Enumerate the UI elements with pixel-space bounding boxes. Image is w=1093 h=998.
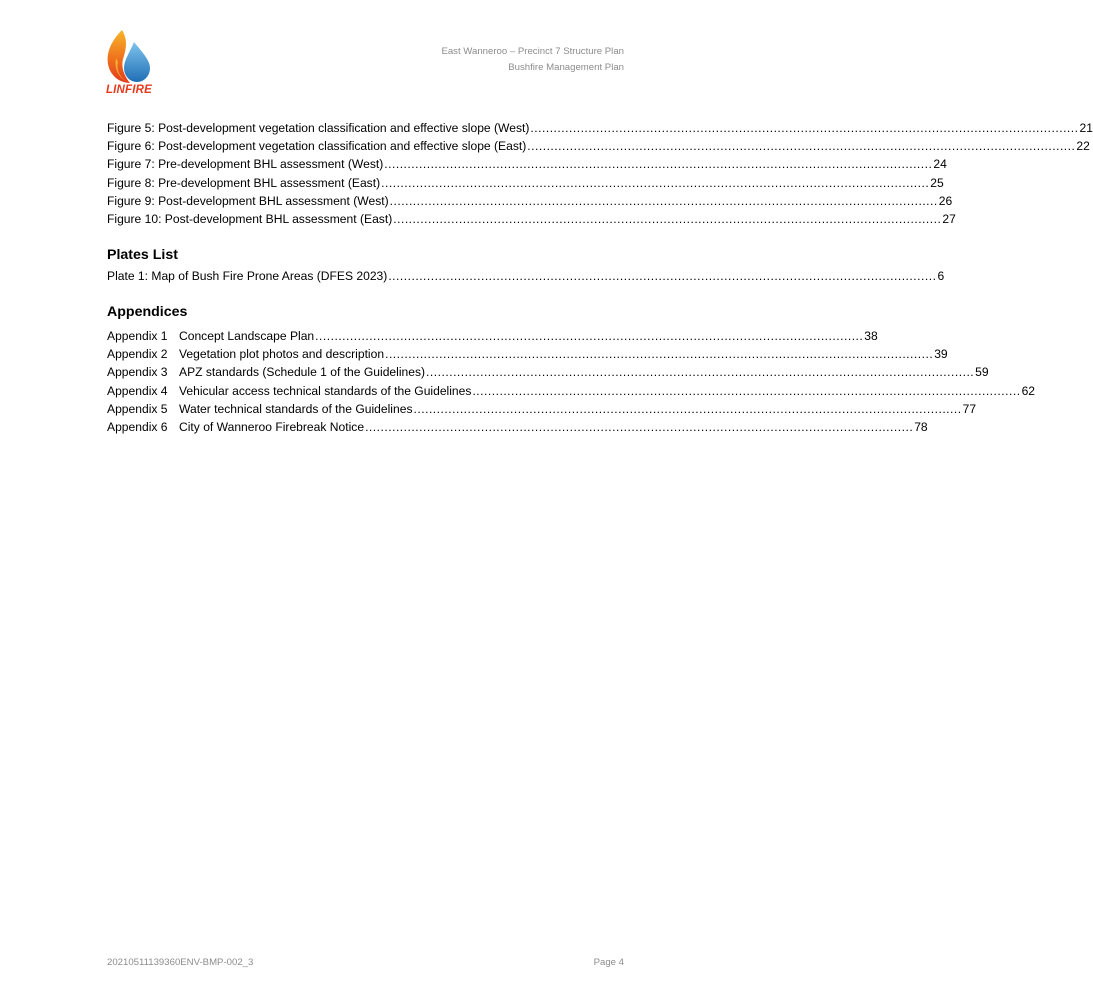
toc-entry-appendix[interactable] — [107, 363, 989, 381]
plates-list-heading: Plates List — [107, 247, 178, 263]
toc-entry-label: Figure 9: Post-development BHL assessment (West) — [107, 194, 389, 208]
toc-entry-page: 26 — [938, 194, 953, 208]
dot-leader: .............................................................................................................................................. — [426, 365, 975, 379]
flame-drop-icon — [104, 28, 154, 86]
appendix-number: Appendix 3 — [107, 365, 168, 379]
appendix-number: Appendix 4 — [107, 384, 168, 398]
header-document-title: Bushfire Management Plan — [508, 61, 624, 73]
toc-entry-figure[interactable] — [107, 119, 1093, 137]
toc-entry-figure[interactable] — [107, 174, 944, 192]
toc-entry-page: 22 — [1076, 139, 1090, 153]
toc-entry-appendix[interactable] — [107, 345, 948, 363]
toc-entry-label: Figure 7: Pre-development BHL assessment (West) — [107, 157, 384, 171]
appendix-number: Appendix 1 — [107, 329, 168, 343]
toc-entry-figure[interactable] — [107, 210, 956, 228]
linfire-logo — [104, 28, 154, 102]
footer-document-id: 20210511139360ENV-BMP-002_3 — [107, 957, 254, 968]
dot-leader: .............................................................................................................................................. — [472, 384, 1021, 398]
footer-page-number: Page 4 — [593, 957, 624, 968]
appendix-number: Appendix 5 — [107, 402, 168, 416]
toc-entry-page: 27 — [942, 212, 956, 226]
toc-entry-label: Figure 5: Post-development vegetation classification and effective slope (West) — [107, 121, 530, 135]
dot-leader: .............................................................................................................................................. — [365, 420, 914, 434]
page-header — [441, 44, 624, 75]
dot-leader: .............................................................................................................................................. — [315, 329, 864, 343]
toc-entry-label: Concept Landscape Plan — [179, 329, 315, 343]
toc-entry-page: 24 — [933, 157, 947, 171]
toc-entry-page: 6 — [937, 269, 945, 283]
toc-entry-figure[interactable] — [107, 192, 953, 210]
dot-leader: .............................................................................................................................................. — [530, 121, 1079, 135]
toc-entry-page: 62 — [1021, 384, 1036, 398]
dot-leader: .............................................................................................................................................. — [413, 402, 962, 416]
toc-entry-appendix[interactable] — [107, 327, 878, 345]
dot-leader: .............................................................................................................................................. — [384, 157, 933, 171]
dot-leader: .............................................................................................................................................. — [388, 269, 937, 283]
toc-entry-label: Figure 8: Pre-development BHL assessment (East) — [107, 176, 381, 190]
toc-entry-label: APZ standards (Schedule 1 of the Guidelines) — [179, 365, 426, 379]
toc-entry-plate[interactable] — [107, 267, 945, 285]
toc-entry-page: 25 — [930, 176, 944, 190]
toc-entry-label: Water technical standards of the Guidelines — [179, 402, 413, 416]
toc-entry-label: Figure 10: Post-development BHL assessment (East) — [107, 212, 393, 226]
toc-entry-label: City of Wanneroo Firebreak Notice — [179, 420, 365, 434]
appendix-number: Appendix 6 — [107, 420, 168, 434]
toc-entry-page: 59 — [975, 365, 989, 379]
toc-entry-label: Vegetation plot photos and description — [179, 347, 385, 361]
dot-leader: .............................................................................................................................................. — [381, 176, 930, 190]
toc-entry-page: 77 — [962, 402, 977, 416]
toc-entry-page: 38 — [864, 329, 878, 343]
toc-entry-page: 21 — [1079, 121, 1093, 135]
toc-entry-appendix[interactable] — [107, 400, 977, 418]
dot-leader: .............................................................................................................................................. — [389, 194, 938, 208]
toc-entry-label: Plate 1: Map of Bush Fire Prone Areas (DFES 2023) — [107, 269, 388, 283]
dot-leader: .............................................................................................................................................. — [385, 347, 934, 361]
logo-wordmark: LINFIRE — [105, 84, 153, 96]
toc-entry-appendix[interactable] — [107, 418, 928, 436]
toc-entry-page: 78 — [914, 420, 928, 434]
dot-leader: .............................................................................................................................................. — [393, 212, 942, 226]
toc-entry-figure[interactable] — [107, 155, 947, 173]
toc-entry-figure[interactable] — [107, 137, 1090, 155]
header-project-title: East Wanneroo – Precinct 7 Structure Plan — [441, 46, 624, 57]
toc-entry-appendix[interactable] — [107, 382, 1036, 400]
toc-entry-label: Vehicular access technical standards of the Guidelines — [179, 384, 472, 398]
toc-entry-page: 39 — [934, 347, 948, 361]
toc-entry-label: Figure 6: Post-development vegetation classification and effective slope (East) — [107, 139, 527, 153]
appendices-heading: Appendices — [107, 304, 188, 320]
appendix-number: Appendix 2 — [107, 347, 168, 361]
dot-leader: .............................................................................................................................................. — [527, 139, 1076, 153]
